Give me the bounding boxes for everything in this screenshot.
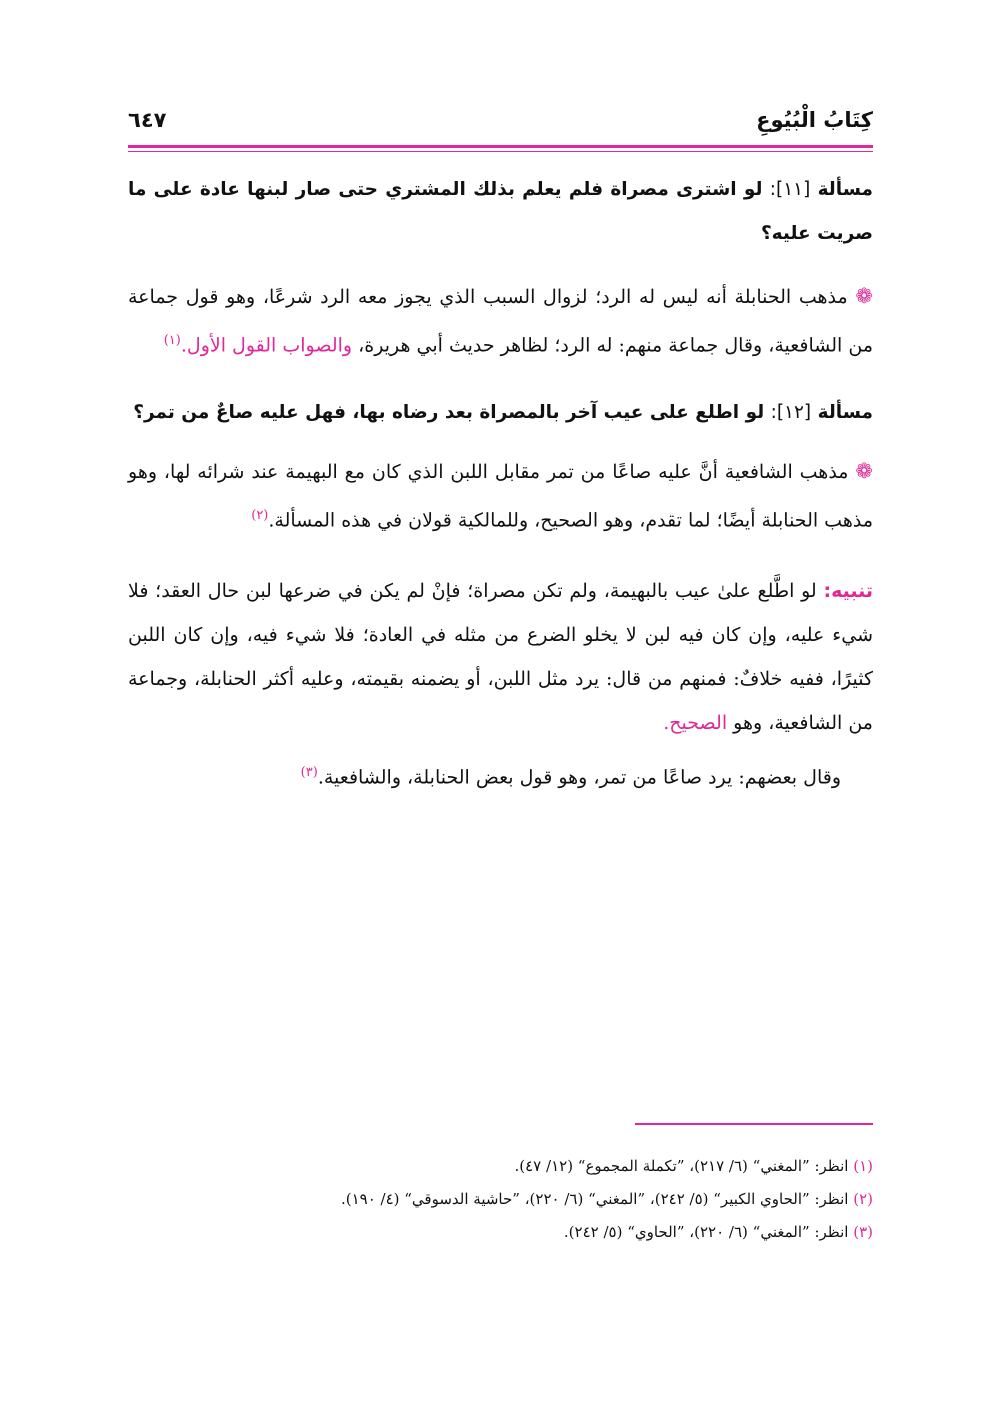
- question-label: مسألة: [817, 179, 873, 200]
- answer-text: مذهب الحنابلة أنه ليس له الرد؛ لزوال السبب الذي يجوز معه الرد شرعًا، وهو قول جماعة من الشافعية، وقال جماعة منهم: له الرد؛ لظاهر حديث أبي هريرة،: [128, 286, 873, 357]
- rosette-icon: ❁: [855, 284, 874, 308]
- footnote-text: انظر: ”المغني“ (٦/ ٢٢٠)، ”الحاوي“ (٥/ ٢٤٢).: [563, 1223, 849, 1241]
- book-title: كِتَابُ الْبُيُوعِ: [756, 108, 873, 132]
- rosette-icon: ❁: [855, 459, 873, 484]
- question-number: [١٢]:: [770, 402, 812, 424]
- answer-11: [128, 274, 873, 367]
- note-label: تنبيه:: [823, 579, 873, 602]
- footnote-ref[interactable]: (٣): [300, 764, 318, 780]
- page-header: [128, 108, 873, 148]
- footnote-number: (٢): [853, 1190, 873, 1208]
- answer-12: [128, 449, 873, 542]
- footnote-ref[interactable]: (٢): [251, 508, 269, 524]
- footnote-separator: [635, 1123, 873, 1125]
- question-12: [128, 391, 873, 435]
- page-number: ٦٤٧: [128, 108, 167, 132]
- footnote-item: [131, 1216, 873, 1249]
- header-rule-thick: [128, 145, 873, 148]
- footnote-item: [131, 1150, 873, 1183]
- question-11: [128, 168, 873, 256]
- question-number: [١١]:: [769, 179, 811, 200]
- header-rule-thin: [128, 151, 873, 152]
- answer-text: مذهب الشافعية أنَّ عليه صاعًا من تمر مقابل اللبن الذي كان مع البهيمة عند شرائه لها، وهو مذهب الحنابلة أيضًا؛ لما تقدم، وهو الصحيح، وللمالكية قولان في هذه المسألة.: [128, 461, 873, 532]
- note-text: لو اطَّلع علىٰ عيب بالبهيمة، ولم تكن مصراة؛ فإنْ لم يكن في ضرعها لبن حال العقد؛ فلا شيء عليه، وإن كان فيه لبن لا يخلو الضرع من مثله في العادة؛ فلا شيء فيه، وإن كان اللبن كثيرًا، ففيه خلافٌ: فمنهم من قال: يرد مثل اللبن، أو يضمنه بقيمته، وعليه أكثر الحنابلة، وجماعة من الشافعية، وهو: [128, 579, 873, 734]
- footnotes: [131, 1150, 873, 1249]
- question-text: لو اطلع على عيب آخر بالمصراة بعد رضاه بها، فهل عليه صاعٌ من تمر؟: [133, 402, 765, 424]
- note-highlight: الصحيح.: [663, 711, 728, 734]
- note-second-text: وقال بعضهم: يرد صاعًا من تمر، وهو قول بعض الحنابلة، والشافعية.: [317, 765, 841, 788]
- answer-highlight: والصواب القول الأول.: [180, 334, 353, 357]
- question-text: لو اشترى مصراة فلم يعلم بذلك المشتري حتى صار لبنها عادة على ما صريت عليه؟: [128, 179, 873, 244]
- main-content: [128, 168, 873, 799]
- footnote-text: انظر: ”المغني“ (٦/ ٢١٧)، ”تكملة المجموع“ (١٢/ ٤٧).: [514, 1157, 849, 1175]
- note-paragraph: [128, 569, 873, 745]
- footnote-number: (١): [853, 1157, 873, 1175]
- footnote-item: [131, 1183, 873, 1216]
- question-label: مسألة: [817, 402, 873, 424]
- footnote-ref[interactable]: (١): [163, 333, 181, 348]
- note-second-paragraph: [128, 751, 873, 799]
- footnote-number: (٣): [853, 1223, 873, 1241]
- footnote-text: انظر: ”الحاوي الكبير“ (٥/ ٢٤٢)، ”المغني“ (٦/ ٢٢٠)، ”حاشية الدسوقي“ (٤/ ١٩٠).: [340, 1190, 849, 1208]
